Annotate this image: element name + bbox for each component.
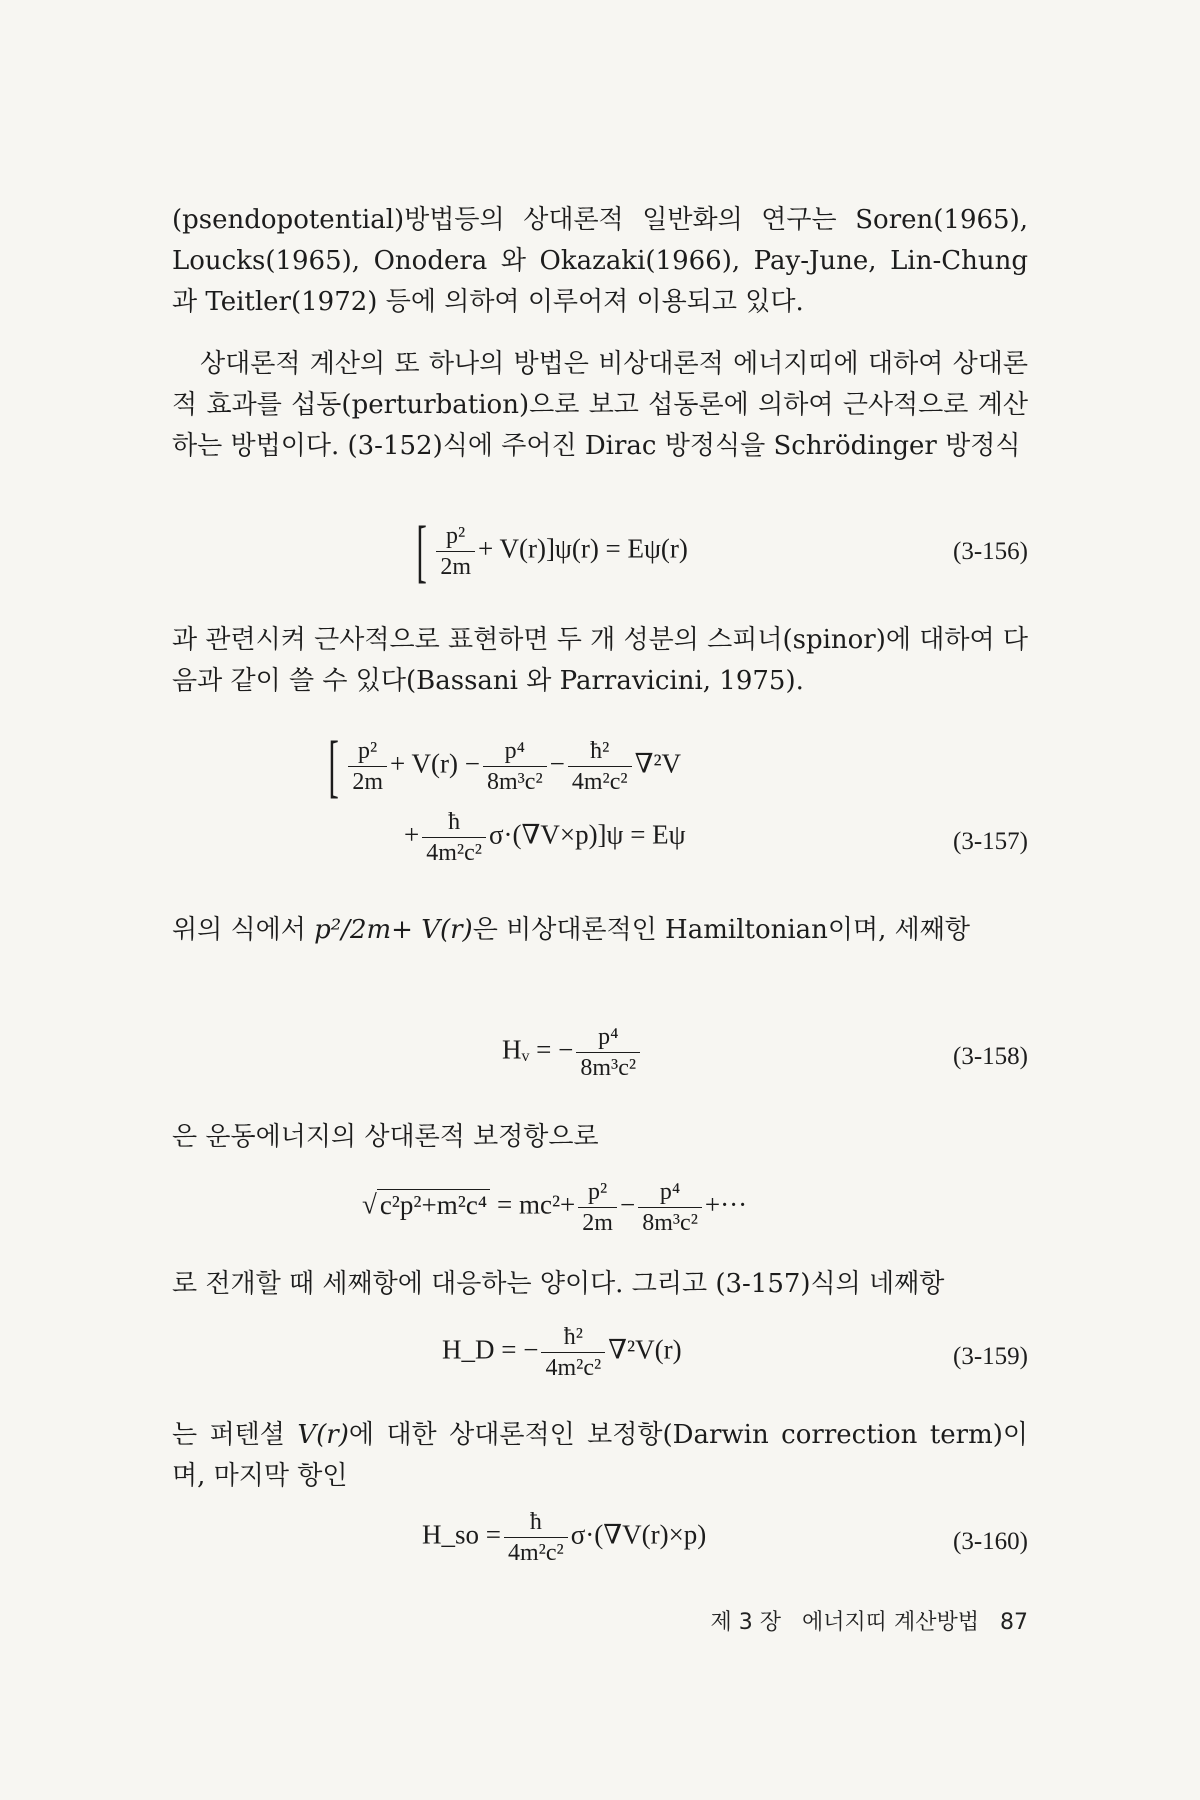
paragraph-6: 로 전개할 때 세째항에 대응하는 양이다. 그리고 (3-157)식의 네째항 xyxy=(172,1269,945,1299)
page-number: 87 xyxy=(1000,1610,1028,1635)
equation-number: (3-157) xyxy=(953,828,1028,855)
fraction: $\frac{ħ}{\text{4m²c²}}$ xyxy=(504,1510,568,1565)
paragraph-4: 위의 식에서 p²/2m+ V(r)은 비상대론적인 Hamiltonian이며, 세째항 xyxy=(172,915,971,945)
chapter-label: 제 3 장 xyxy=(710,1610,781,1635)
paragraph-5: 은 운동에너지의 상대론적 보정항으로 xyxy=(172,1122,599,1152)
fraction: $\frac{\text{p⁴}}{\text{8m³c²}}$ xyxy=(483,739,547,794)
equation-3-160: H_so = $\frac{ħ}{\text{4m²c²}}$ σ·(∇V(r)×p) (3-160) xyxy=(422,1509,1028,1566)
chapter-title: 에너지띠 계산방법 xyxy=(801,1610,979,1635)
paragraph-1: (psendopotential)방법등의 상대론적 일반화의 연구는 Soren(1965), Loucks(1965), Onodera 와 Okazaki(1966), Pay-June, Lin-Chung 과 Teitler(1972) 등에 의하여 이루어져 이용되고 있다. xyxy=(172,205,1028,317)
page-footer xyxy=(172,1605,1028,1636)
equation-3-156 xyxy=(172,513,1028,590)
equation-3-157-line-2: + $\frac{ħ}{\text{4m²c²}}$ σ·(∇V×p)]ψ = Eψ (3-157) xyxy=(404,809,1028,866)
equation-3-157-line-1: [ $\frac{\text{p²}}{2m}$ + V(r) − $\frac{\text{p⁴}}{\text{8m³c²}}$ − $\frac{\text{ħ²}}{\text{4m²c²}}$ ∇²V xyxy=(328,728,682,805)
fraction: $\frac{\text{ħ²}}{\text{4m²c²}}$ xyxy=(541,1325,605,1380)
paragraph-2: 상대론적 계산의 또 하나의 방법은 비상대론적 에너지띠에 대하여 상대론적 효과를 섭동(perturbation)으로 보고 섭동론에 의하여 근사적으로 계산하는 방법이다. (3-152)식에 주어진 Dirac 방정식을 Schrödinger 방정식 xyxy=(172,349,1028,461)
sqrt-sign: √ xyxy=(362,1189,377,1220)
left-bracket: [ xyxy=(416,513,427,590)
paragraph-3: 과 관련시켜 근사적으로 표현하면 두 개 성분의 스피너(spinor)에 대하여 다음과 같이 쓸 수 있다(Bassani 와 Parravicini, 1975). xyxy=(172,625,1028,696)
fraction: $\frac{\text{p⁴}}{\text{8m³c²}}$ xyxy=(576,1025,640,1080)
fraction: $\frac{ħ}{\text{4m²c²}}$ xyxy=(422,810,486,865)
equation-number: (3-156) xyxy=(953,538,1028,565)
fraction: $\frac{\text{p²}}{2m}$ xyxy=(348,739,387,794)
left-bracket: [ xyxy=(328,728,339,805)
fraction: $\frac{\text{p²}}{2m}$ xyxy=(436,524,475,579)
equation-3-159: H_D = − $\frac{\text{ħ²}}{\text{4m²c²}}$ ∇²V(r) (3-159) xyxy=(442,1324,1028,1381)
fraction: $\frac{\text{p²}}{2m}$ xyxy=(578,1180,617,1235)
fraction: $\frac{\text{ħ²}}{\text{4m²c²}}$ xyxy=(568,739,632,794)
paragraph-7: 는 퍼텐셜 V(r)에 대한 상대론적인 보정항(Darwin correction term)이며, 마지막 항인 xyxy=(172,1420,1028,1491)
equation-number: (3-159) xyxy=(953,1343,1028,1370)
equation-number: (3-160) xyxy=(953,1528,1028,1555)
equation-sqrt-expansion: √ c²p²+m²c⁴ = mc²+ $\frac{\text{p²}}{2m}$ − $\frac{\text{p⁴}}{\text{8m³c²}}$ +··· xyxy=(362,1179,748,1236)
equation-text: + V(r)]ψ(r) = Eψ(r) xyxy=(477,533,688,564)
equation-number: (3-158) xyxy=(953,1043,1028,1070)
fraction: $\frac{\text{p⁴}}{\text{8m³c²}}$ xyxy=(638,1180,702,1235)
equation-3-158: Hᵥ = − $\frac{\text{p⁴}}{\text{8m³c²}}$ (3-158) xyxy=(502,1024,1028,1081)
